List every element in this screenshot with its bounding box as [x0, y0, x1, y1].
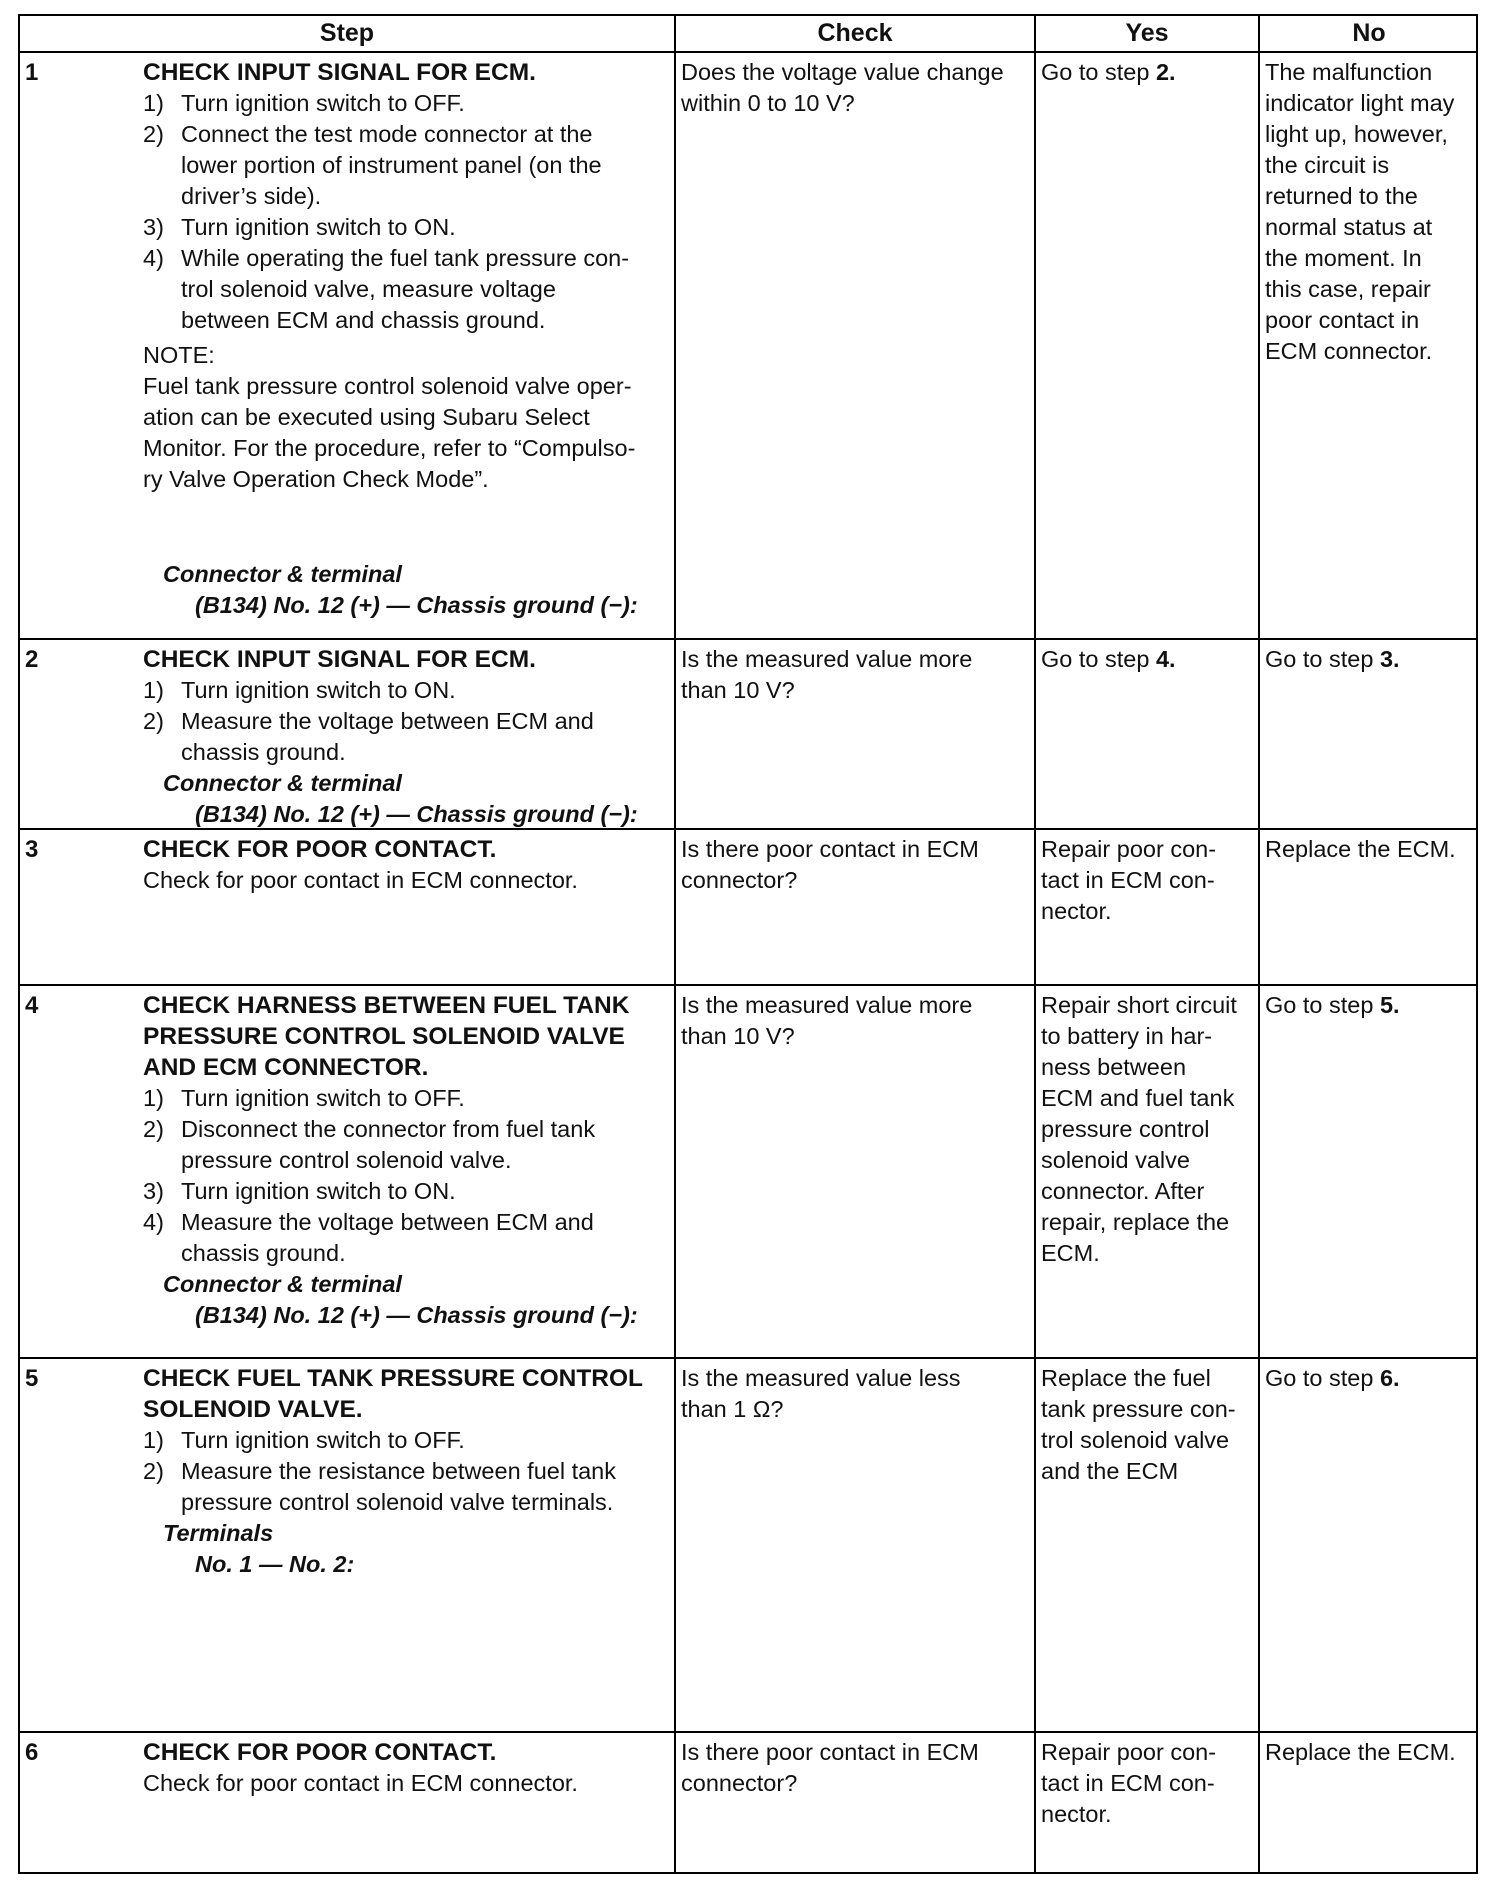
item-text: Turn ignition switch to ON.: [181, 677, 456, 703]
yes-cell: [1036, 53, 1260, 638]
yes-text: connector. After: [1041, 1178, 1205, 1204]
yes-text: trol solenoid valve: [1041, 1427, 1230, 1453]
yes-text: nector.: [1041, 898, 1112, 924]
yes-text: Go to step: [1041, 646, 1156, 672]
no-text: returned to the: [1265, 183, 1418, 209]
step-title: SOLENOID VALVE.: [143, 1396, 363, 1423]
yes-text: to battery in har-: [1041, 1023, 1213, 1049]
item-text: pressure control solenoid valve terminals.: [181, 1489, 614, 1515]
check-cell: [676, 830, 1036, 984]
header-yes: Yes: [1036, 16, 1260, 51]
no-text: Go to step: [1265, 992, 1380, 1018]
note-text: Monitor. For the procedure, refer to “Compulso-: [143, 435, 636, 461]
table-row: [20, 1359, 1476, 1733]
header-no: No: [1352, 19, 1386, 47]
yes-cell: [1036, 830, 1260, 984]
step-cell: [20, 1733, 676, 1872]
no-text: indicator light may: [1265, 90, 1455, 116]
no-cell: [1260, 1359, 1478, 1731]
item-number: 4): [143, 245, 164, 271]
item-text: Turn ignition switch to OFF.: [181, 1085, 465, 1111]
step-title: CHECK INPUT SIGNAL FOR ECM.: [143, 59, 536, 86]
no-text: Go to step: [1265, 646, 1380, 672]
connector-heading: Connector & terminal: [163, 1271, 402, 1297]
check-text: Is the measured value more: [681, 646, 973, 672]
step-number: 1: [25, 59, 39, 86]
connector-heading: Connector & terminal: [163, 561, 402, 587]
item-text: Turn ignition switch to OFF.: [181, 90, 465, 116]
header-check: Check: [676, 16, 1036, 51]
step-title: CHECK FOR POOR CONTACT.: [143, 1739, 497, 1766]
check-text: Is the measured value more: [681, 992, 973, 1018]
no-cell: Replace the ECM.: [1265, 836, 1456, 862]
no-cell: [1260, 53, 1478, 638]
no-text: the circuit is: [1265, 152, 1390, 178]
item-text: While operating the fuel tank pressure con-: [181, 245, 630, 271]
check-text: Is there poor contact in ECM: [681, 1739, 979, 1765]
step-number: 3: [25, 836, 39, 863]
connector-terminal: (B134) No. 12 (+) — Chassis ground (−):: [195, 1302, 638, 1328]
step-text: Check for poor contact in ECM connector.: [143, 867, 578, 893]
item-text: trol solenoid valve, measure voltage: [181, 276, 556, 302]
yes-text: tank pressure con-: [1041, 1396, 1236, 1422]
no-text: this case, repair: [1265, 276, 1431, 302]
yes-cell: [1036, 1733, 1260, 1872]
no-cell: [1260, 640, 1478, 828]
connector-heading: Connector & terminal: [163, 770, 402, 796]
table-row: [20, 53, 1476, 640]
yes-cell: [1036, 1359, 1260, 1731]
note-text: Fuel tank pressure control solenoid valve oper-: [143, 373, 632, 399]
yes-text: Replace the fuel: [1041, 1365, 1211, 1391]
no-cell: Replace the ECM.: [1265, 1739, 1456, 1765]
item-text: Disconnect the connector from fuel tank: [181, 1116, 596, 1142]
note-heading: NOTE:: [143, 342, 215, 368]
yes-text: nector.: [1041, 1801, 1112, 1827]
check-text: than 10 V?: [681, 677, 795, 703]
check-text: connector?: [681, 867, 798, 893]
item-number: 3): [143, 1178, 164, 1204]
yes-text: Repair poor con-: [1041, 1739, 1217, 1765]
check-cell: [676, 1733, 1036, 1872]
no-text: Go to step: [1265, 1365, 1380, 1391]
item-number: 2): [143, 121, 164, 147]
step-cell: [20, 53, 676, 638]
no-step-ref: 3.: [1379, 646, 1400, 672]
item-text: Turn ignition switch to ON.: [181, 1178, 456, 1204]
item-text: lower portion of instrument panel (on the: [181, 152, 602, 178]
step-cell: [20, 1359, 676, 1731]
item-text: Turn ignition switch to OFF.: [181, 1427, 465, 1453]
no-step-ref: 5.: [1379, 992, 1400, 1018]
item-text: Measure the voltage between ECM and: [181, 708, 594, 734]
yes-text: ECM.: [1041, 1240, 1100, 1266]
step-cell: [20, 640, 676, 828]
check-text: than 1 Ω?: [681, 1396, 784, 1422]
item-number: 2): [143, 708, 164, 734]
no-text: normal status at: [1265, 214, 1433, 240]
step-number: 5: [25, 1365, 39, 1392]
step-title: CHECK FUEL TANK PRESSURE CONTROL: [143, 1365, 644, 1392]
no-text: ECM connector.: [1265, 338, 1433, 364]
step-cell: [20, 986, 676, 1357]
yes-step-ref: 2.: [1155, 59, 1176, 85]
item-number: 1): [143, 90, 164, 116]
item-text: chassis ground.: [181, 739, 346, 765]
yes-text: Go to step: [1041, 59, 1156, 85]
table-row: [20, 640, 1476, 830]
check-cell: Does the voltage value change within 0 to 10 V?: [676, 53, 1036, 638]
item-number: 1): [143, 677, 164, 703]
terminals-heading: Terminals: [163, 1520, 274, 1546]
step-title: CHECK HARNESS BETWEEN FUEL TANK: [143, 992, 630, 1019]
note-text: ry Valve Operation Check Mode”.: [143, 466, 489, 492]
table-header-row: [20, 16, 1476, 53]
yes-text: Repair poor con-: [1041, 836, 1217, 862]
item-text: between ECM and chassis ground.: [181, 307, 546, 333]
connector-terminal: (B134) No. 12 (+) — Chassis ground (−):: [195, 592, 638, 618]
item-number: 1): [143, 1085, 164, 1111]
step-number: 4: [25, 992, 39, 1019]
connector-terminal: (B134) No. 12 (+) — Chassis ground (−):: [195, 801, 638, 827]
step-title: PRESSURE CONTROL SOLENOID VALVE: [143, 1023, 625, 1050]
item-text: chassis ground.: [181, 1240, 346, 1266]
item-number: 4): [143, 1209, 164, 1235]
step-number: 6: [25, 1739, 39, 1766]
table-row: [20, 1733, 1476, 1872]
no-text: The malfunction: [1265, 59, 1433, 85]
note-text: ation can be executed using Subaru Select: [143, 404, 590, 430]
check-text: connector?: [681, 1770, 798, 1796]
yes-text: solenoid valve: [1041, 1147, 1190, 1173]
no-text: the moment. In: [1265, 245, 1422, 271]
yes-text: and the ECM: [1041, 1458, 1179, 1484]
yes-text: tact in ECM con-: [1041, 867, 1215, 893]
check-text: Is there poor contact in ECM: [681, 836, 979, 862]
yes-text: pressure control: [1041, 1116, 1210, 1142]
item-number: 2): [143, 1458, 164, 1484]
check-text: Is the measured value less: [681, 1365, 961, 1391]
yes-text: ECM and fuel tank: [1041, 1085, 1235, 1111]
no-cell: [1260, 986, 1478, 1357]
header-step: Step: [20, 16, 676, 51]
yes-step-ref: 4.: [1155, 646, 1176, 672]
item-text: Measure the resistance between fuel tank: [181, 1458, 617, 1484]
step-number: 2: [25, 646, 39, 673]
step-title: AND ECM CONNECTOR.: [143, 1054, 429, 1081]
check-cell: [676, 640, 1036, 828]
table-row: [20, 986, 1476, 1359]
step-title: CHECK FOR POOR CONTACT.: [143, 836, 497, 863]
yes-cell: [1036, 640, 1260, 828]
item-number: 2): [143, 1116, 164, 1142]
item-text: pressure control solenoid valve.: [181, 1147, 512, 1173]
item-text: Turn ignition switch to ON.: [181, 214, 456, 240]
check-cell: [676, 1359, 1036, 1731]
step-cell: [20, 830, 676, 984]
yes-text: Repair short circuit: [1041, 992, 1237, 1018]
step-title: CHECK INPUT SIGNAL FOR ECM.: [143, 646, 536, 673]
yes-text: ness between: [1041, 1054, 1187, 1080]
terminals-value: No. 1 — No. 2:: [195, 1551, 355, 1577]
step-text: Check for poor contact in ECM connector.: [143, 1770, 578, 1796]
check-text: than 10 V?: [681, 1023, 795, 1049]
table-row: [20, 830, 1476, 986]
item-text: driver’s side).: [181, 183, 322, 209]
item-number: 1): [143, 1427, 164, 1453]
no-text: light up, however,: [1265, 121, 1448, 147]
item-number: 3): [143, 214, 164, 240]
item-text: Connect the test mode connector at the: [181, 121, 593, 147]
no-text: poor contact in: [1265, 307, 1420, 333]
item-text: Measure the voltage between ECM and: [181, 1209, 594, 1235]
no-step-ref: 6.: [1379, 1365, 1400, 1391]
yes-text: tact in ECM con-: [1041, 1770, 1215, 1796]
yes-text: repair, replace the: [1041, 1209, 1230, 1235]
diagnostic-table: [18, 14, 1478, 1874]
check-cell: [676, 986, 1036, 1357]
yes-cell: [1036, 986, 1260, 1357]
